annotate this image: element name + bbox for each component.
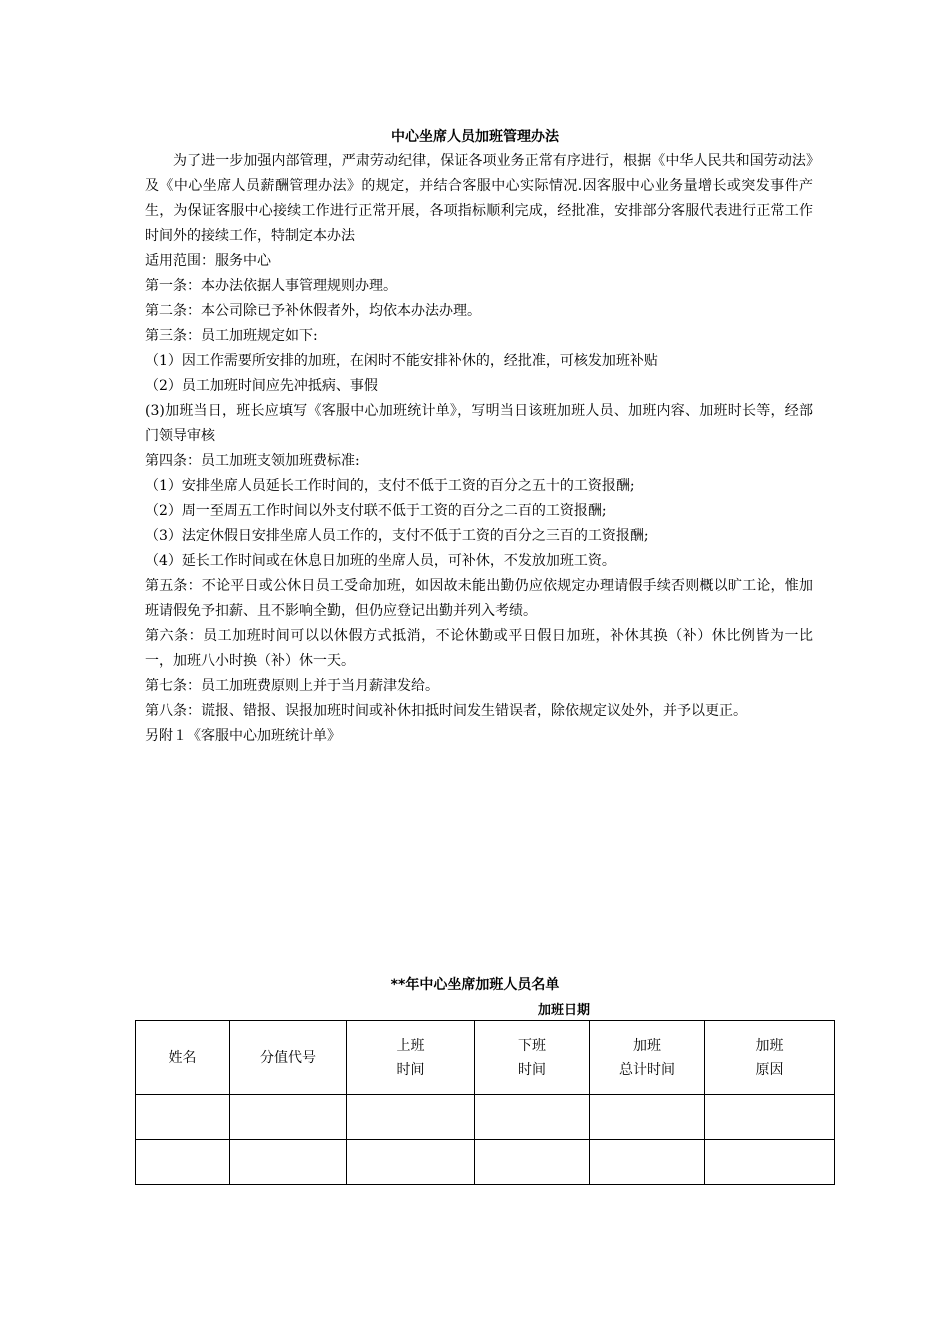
overtime-date-label: 加班日期 [538, 1003, 591, 1018]
article-2: 第二条：本公司除已予补休假者外，均依本办法办理。 [145, 303, 481, 319]
table-cell[interactable] [136, 1140, 230, 1185]
table-cell[interactable] [230, 1140, 347, 1185]
article-4-item-4: （4）延长工作时间或在休息日加班的坐席人员，可补休，不发放加班工资。 [145, 553, 616, 569]
table-cell[interactable] [705, 1095, 835, 1140]
table-cell[interactable] [230, 1095, 347, 1140]
header-code: 分值代号 [230, 1021, 347, 1095]
article-4: 第四条：员工加班支领加班费标准: [145, 453, 360, 469]
table-cell[interactable] [590, 1095, 705, 1140]
article-4-item-2: （2）周一至周五工作时间以外支付联不低于工资的百分之二百的工资报酬; [145, 503, 607, 519]
roster-title: **年中心坐席加班人员名单 [390, 977, 560, 993]
article-6: 第六条：员工加班时间可以以休假方式抵消，不论休勤或平日假日加班，补休其换（补）休比例皆为一比一，加班八小时换（补）休一天。 [145, 628, 813, 669]
table-row [136, 1140, 835, 1185]
table-header-row [136, 1021, 835, 1095]
header-start-time: 上班 时间 [347, 1021, 475, 1095]
article-7: 第七条：员工加班费原则上并于当月薪津发给。 [145, 678, 439, 694]
article-4-item-1: （1）安排坐席人员延长工作时间的，支付不低于工资的百分之五十的工资报酬; [145, 478, 635, 494]
article-1: 第一条：本办法依据人事管理规则办理。 [145, 278, 397, 294]
article-3-item-3: (3)加班当日，班长应填写《客服中心加班统计单》，写明当日该班加班人员、加班内容、加班时长等，经部门领导审核 [145, 403, 813, 444]
article-5: 第五条：不论平日或公休日员工受命加班，如因故未能出勤仍应依规定办理请假手续否则概以旷工论，惟加班请假免予扣薪、且不影响全勤，但仍应登记出勤并列入考绩。 [145, 578, 813, 619]
table-cell[interactable] [136, 1095, 230, 1140]
table-cell[interactable] [590, 1140, 705, 1185]
header-end-time: 下班 时间 [475, 1021, 590, 1095]
table-cell[interactable] [347, 1140, 475, 1185]
table-cell[interactable] [475, 1095, 590, 1140]
article-3-item-1: （1）因工作需要所安排的加班，在闲时不能安排补休的，经批准，可核发加班补贴 [145, 353, 658, 369]
intro-paragraph: 为了进一步加强内部管理，严肃劳动纪律，保证各项业务正常有序进行，根据《中华人民共和国劳动法》及《中心坐席人员薪酬管理办法》的规定，并结合客服中心实际情况.因客服中心业务量增长或突发事件产生，为保证客服中心接续工作进行正常开展，各项指标顺利完成，经批准，安排部分客服代表进行正常工作时间外的接续工作，特制定本办法 [145, 153, 813, 244]
attachment-note: 另附１《客服中心加班统计单》 [145, 728, 341, 744]
document-title: 中心坐席人员加班管理办法 [391, 129, 559, 145]
article-8: 第八条：谎报、错报、误报加班时间或补休扣抵时间发生错误者，除依规定议处外，并予以更正。 [145, 703, 747, 719]
article-4-item-3: （3）法定休假日安排坐席人员工作的，支付不低于工资的百分之三百的工资报酬; [145, 528, 649, 544]
table-cell[interactable] [475, 1140, 590, 1185]
overtime-roster-table [135, 1020, 835, 1185]
header-reason: 加班 原因 [705, 1021, 835, 1095]
table-row [136, 1095, 835, 1140]
article-3: 第三条：员工加班规定如下: [145, 328, 318, 344]
scope-line: 适用范围：服务中心 [145, 253, 271, 269]
header-total-time: 加班 总计时间 [590, 1021, 705, 1095]
document-body [145, 149, 813, 749]
article-3-item-2: （2）员工加班时间应先冲抵病、事假 [145, 378, 378, 394]
table-cell[interactable] [347, 1095, 475, 1140]
header-name: 姓名 [136, 1021, 230, 1095]
table-cell[interactable] [705, 1140, 835, 1185]
